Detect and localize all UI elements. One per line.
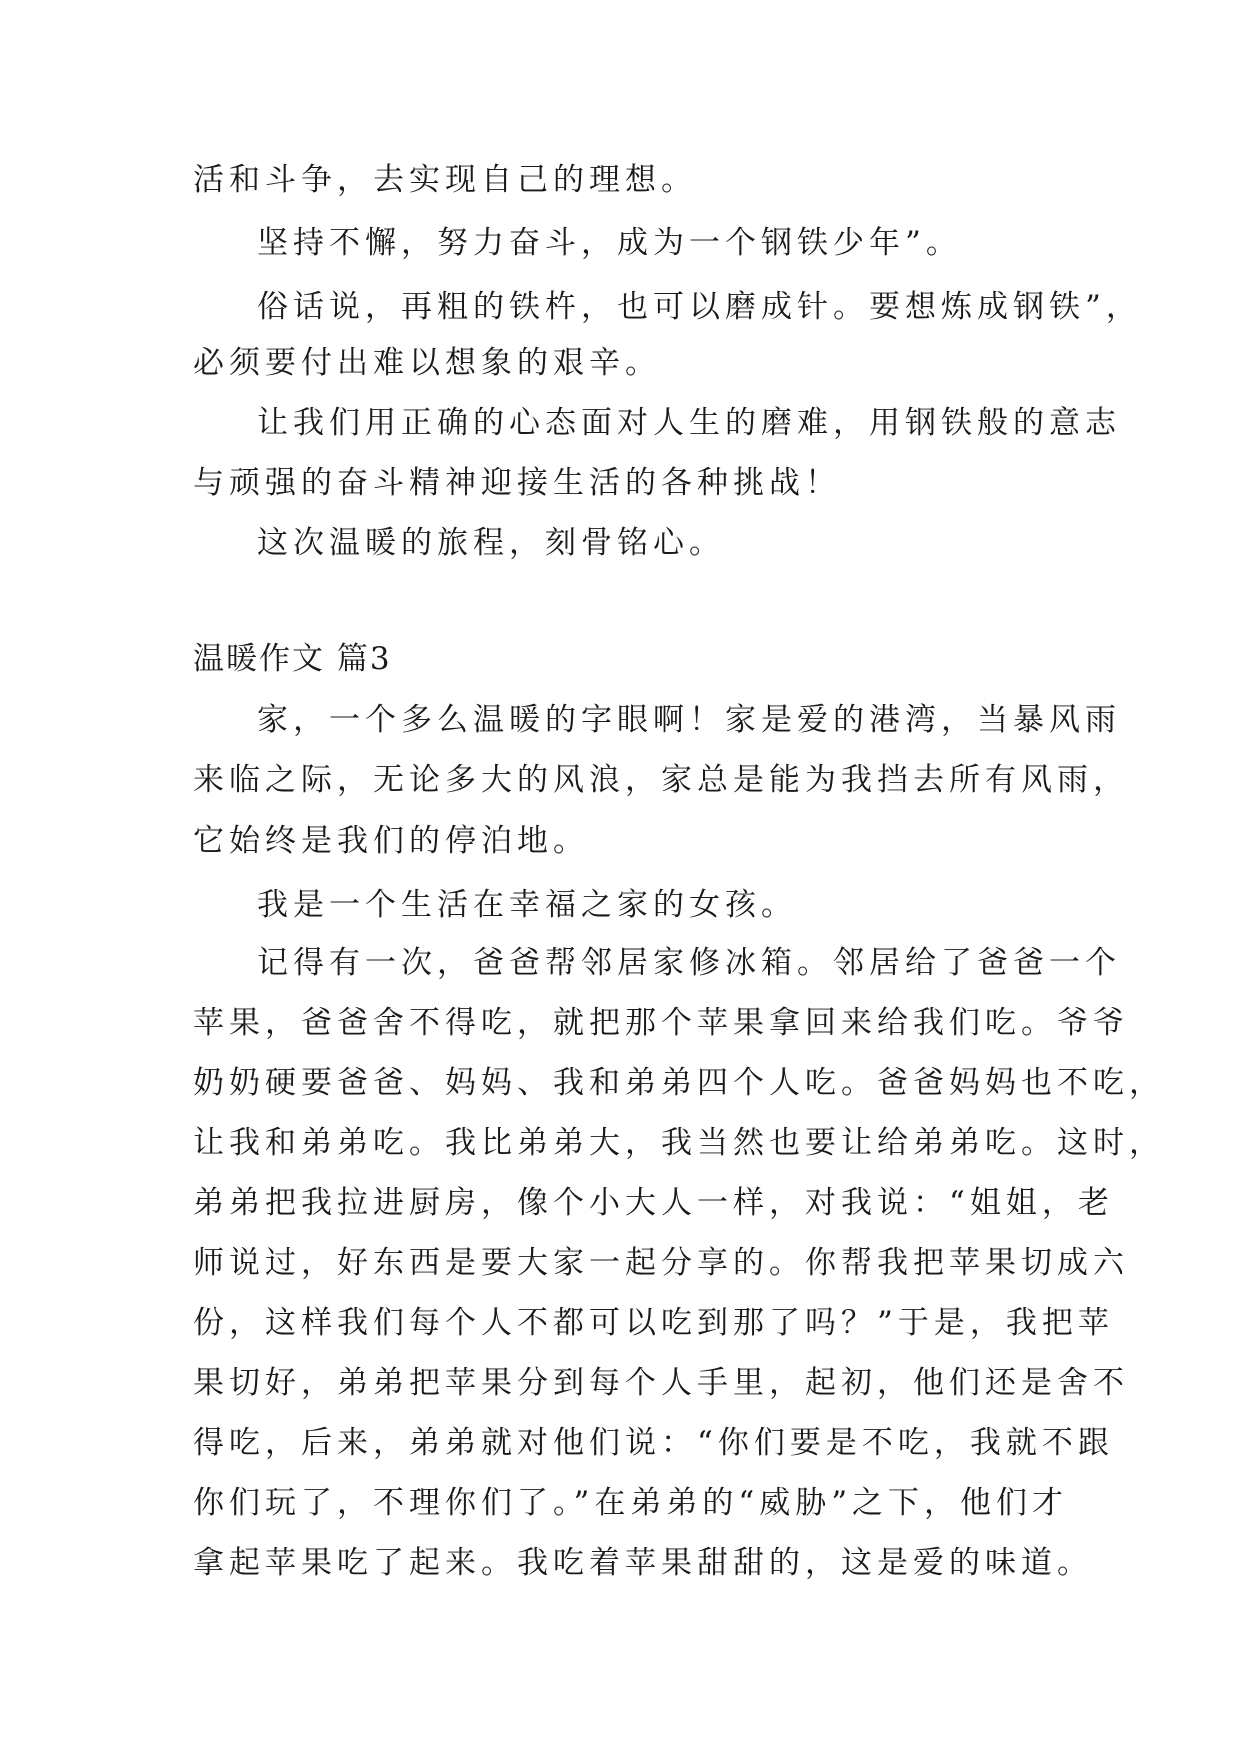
text-line: 奶奶硬要爸爸、妈妈、我和弟弟四个人吃。爸爸妈妈也不吃， bbox=[193, 1065, 1165, 1101]
text-line: 份，这样我们每个人不都可以吃到那了吗？”于是，我把苹 bbox=[193, 1305, 1114, 1341]
text-line: 弟弟把我拉进厨房，像个小大人一样，对我说：“姐姐，老 bbox=[193, 1185, 1114, 1221]
section-heading: 温暖作文 篇3 bbox=[193, 641, 392, 677]
text-line: 记得有一次，爸爸帮邻居家修冰箱。邻居给了爸爸一个 bbox=[257, 945, 1121, 981]
text-line: 这次温暖的旅程，刻骨铭心。 bbox=[257, 525, 725, 561]
text-line: 来临之际，无论多大的风浪，家总是能为我挡去所有风雨， bbox=[193, 762, 1129, 798]
text-line: 活和斗争，去实现自己的理想。 bbox=[193, 162, 697, 198]
text-line: 坚持不懈，努力奋斗，成为一个钢铁少年”。 bbox=[257, 225, 962, 261]
text-line: 我是一个生活在幸福之家的女孩。 bbox=[257, 887, 797, 923]
text-line: 家，一个多么温暖的字眼啊！家是爱的港湾，当暴风雨 bbox=[257, 702, 1121, 738]
text-line: 让我们用正确的心态面对人生的磨难，用钢铁般的意志 bbox=[257, 405, 1121, 441]
text-line: 师说过，好东西是要大家一起分享的。你帮我把苹果切成六 bbox=[193, 1245, 1129, 1281]
text-line: 拿起苹果吃了起来。我吃着苹果甜甜的，这是爱的味道。 bbox=[193, 1545, 1093, 1581]
text-line: 俗话说，再粗的铁杵，也可以磨成针。要想炼成钢铁”， bbox=[257, 289, 1142, 325]
text-line: 与顽强的奋斗精神迎接生活的各种挑战！ bbox=[193, 465, 841, 501]
text-line: 你们玩了，不理你们了。”在弟弟的“威胁”之下，他们才 bbox=[193, 1485, 1069, 1521]
text-line: 得吃，后来，弟弟就对他们说：“你们要是不吃，我就不跟 bbox=[193, 1425, 1114, 1461]
text-line: 果切好，弟弟把苹果分到每个人手里，起初，他们还是舍不 bbox=[193, 1365, 1129, 1401]
text-line: 苹果，爸爸舍不得吃，就把那个苹果拿回来给我们吃。爷爷 bbox=[193, 1005, 1129, 1041]
text-line: 让我和弟弟吃。我比弟弟大，我当然也要让给弟弟吃。这时， bbox=[193, 1125, 1165, 1161]
text-line: 必须要付出难以想象的艰辛。 bbox=[193, 345, 661, 381]
text-line: 它始终是我们的停泊地。 bbox=[193, 823, 589, 859]
